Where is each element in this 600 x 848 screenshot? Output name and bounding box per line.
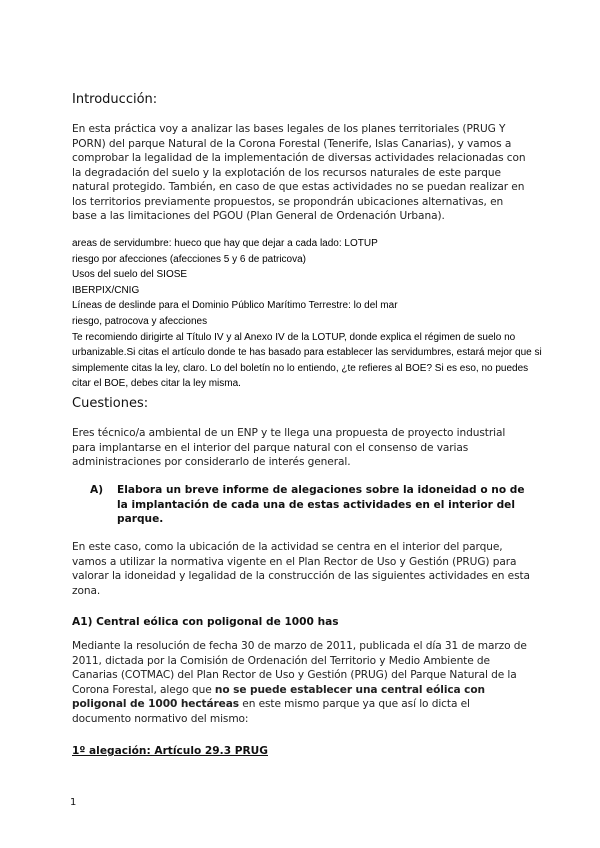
a1-text-end: en este mismo parque ya que así lo dicta el documento normativo del mismo: xyxy=(72,698,470,725)
list-marker: A) xyxy=(90,484,104,496)
questions-heading: Cuestiones: xyxy=(72,396,149,411)
a1-paragraph xyxy=(72,639,530,726)
note-line: Usos del suelo del SIOSE xyxy=(72,269,188,281)
questions-section xyxy=(72,396,530,411)
questions-intro-block xyxy=(72,426,530,470)
notes-block xyxy=(72,236,542,392)
a1-heading: A1) Central eólica con poligonal de 1000 has xyxy=(72,616,339,628)
note-line: riesgo por afecciones (afecciones 5 y 6 de patricova) xyxy=(72,253,307,265)
note-line: riesgo, patrocova y afecciones xyxy=(72,315,208,327)
a1-paragraph-block xyxy=(72,639,530,726)
intro-paragraph-block xyxy=(72,122,530,224)
page-number: 1 xyxy=(70,797,77,808)
context-block xyxy=(72,540,530,598)
note-line: IBERPIX/CNIG xyxy=(72,284,140,296)
note-line: areas de servidumbre: hueco que hay que dejar a cada lado: LOTUP xyxy=(72,238,378,249)
intro-heading: Introducción: xyxy=(72,92,158,107)
intro-paragraph: En esta práctica voy a analizar las bases legales de los planes territoriales (PRUG Y PORN) del parque Natural de la Corona Forestal (Tenerife, Islas Canarias), y vamos a comprobar la legalidad de la implementación de diversas actividades relacionadas con la degradación del suelo y la explotación de los recursos naturales de este parque natural protegido. También, en caso de que estas actividades no se puedan realizar en los territorios previamente propuestos, se propondrán ubicaciones alternativas, en base a las limitaciones del PGOU (Plan General de Ordenación Urbana). xyxy=(72,123,526,222)
a1-text-start: Mediante la resolución de fecha 30 de marzo de 2011, publicada el día 31 de marzo de 2011, dictada por la Comisión de Ordenación del Territorio y Medio Ambiente de Canarias (COTMAC) del Plan Rector de Uso y Gestión (PRUG) del Parque Natural de la Corona Forestal, alego que xyxy=(72,640,527,696)
list-item-text: Elabora un breve informe de alegaciones sobre la idoneidad o no de la implantación de cada una de estas actividades en el interior del parque. xyxy=(117,484,525,526)
list-item xyxy=(90,483,530,527)
reviewer-comment: Te recomiendo dirigirte al Título IV y al Anexo IV de la LOTUP, donde explica el régimen de suelo no urbanizable.Si citas el artículo donde te has basado para establecer las servidumbres, estará mejor que si simplemente citas la ley, claro. Lo del boletín no lo entiendo, ¿te refieres al BOE? Si es eso, no puedes citar el BOE, debes citar la ley misma. xyxy=(72,331,542,390)
questions-intro: Eres técnico/a ambiental de un ENP y te llega una propuesta de proyecto industrial para implantarse en el interior del parque natural con el consenso de varias administraciones por considerarlo de interés general. xyxy=(72,427,506,468)
allegation-block xyxy=(72,739,530,758)
note-line: Líneas de deslinde para el Dominio Público Marítimo Terrestre: lo del mar xyxy=(72,300,398,312)
allegation-heading: 1º alegación: Artículo 29.3 PRUG xyxy=(72,745,268,757)
a1-text-bold: no se puede establecer una central eólica con poligonal de 1000 hectáreas xyxy=(72,683,485,710)
a1-heading-block xyxy=(72,610,530,629)
intro-section xyxy=(72,92,530,107)
context-paragraph: En este caso, como la ubicación de la actividad se centra en el interior del parque, vamos a utilizar la normativa vigente en el Plan Rector de Uso y Gestión (PRUG) para valorar la idoneidad y legalidad de la construcción de las siguientes actividades en esta zona. xyxy=(72,541,530,597)
